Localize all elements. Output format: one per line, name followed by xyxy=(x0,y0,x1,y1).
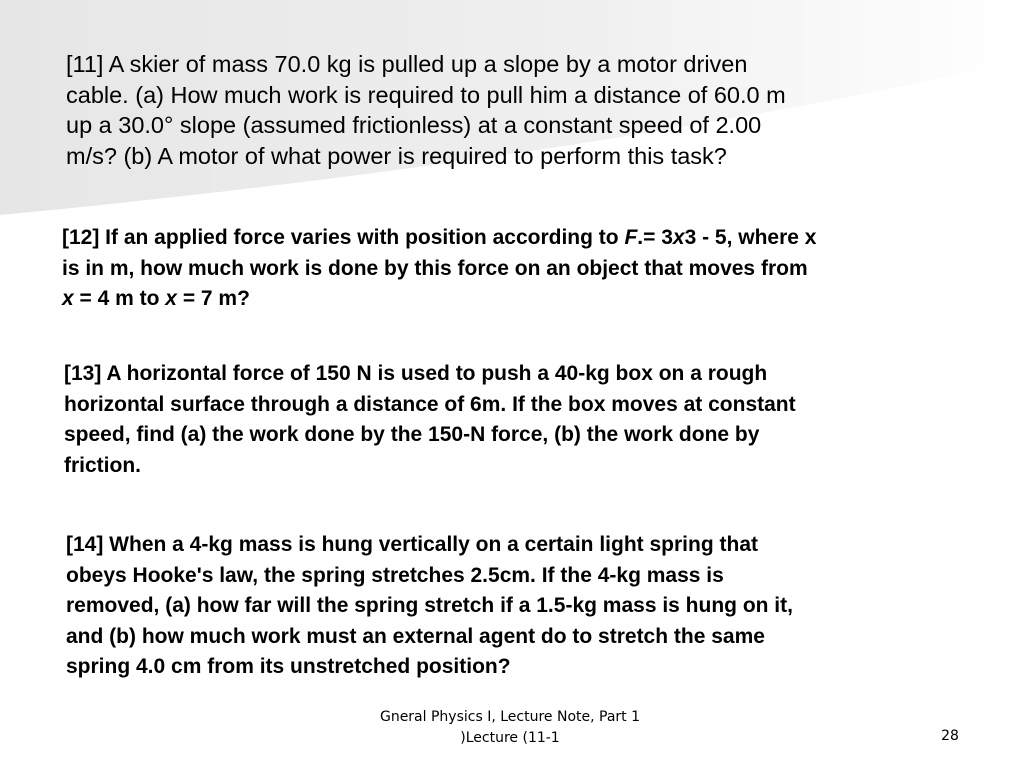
q12-force-symbol: F xyxy=(624,226,638,249)
question-12-line xyxy=(62,284,1002,315)
q12-text: .= 3 xyxy=(637,226,673,249)
question-11-line: m/s? (b) A motor of what power is required to perform this task? xyxy=(66,142,727,169)
q12-text: = 4 m to xyxy=(73,287,166,310)
question-13-line: friction. xyxy=(64,453,141,477)
question-14-line: obeys Hooke's law, the spring stretches 2.5cm. If the 4-kg mass is xyxy=(66,563,724,587)
question-12-line: is in m, how much work is done by this force on an object that moves from xyxy=(62,256,808,280)
footer-lecture-label: )Lecture (11-1 xyxy=(460,730,560,746)
q12-x-symbol: x xyxy=(62,287,74,310)
question-12 xyxy=(62,223,1002,315)
question-13-line: horizontal surface through a distance of 6m. If the box moves at constant xyxy=(64,392,796,416)
q12-text: 3 - 5, where x xyxy=(684,226,817,249)
q12-text: = 7 m? xyxy=(176,287,250,310)
slide-footer xyxy=(330,707,690,749)
question-11-line: up a 30.0° slope (assumed frictionless) at a constant speed of 2.00 xyxy=(66,112,762,138)
question-13-line: [13] A horizontal force of 150 N is used to push a 40-kg box on a rough xyxy=(64,362,768,385)
question-11 xyxy=(66,49,966,171)
question-14-line: [14] When a 4-kg mass is hung vertically on a certain light spring that xyxy=(66,533,758,556)
question-14-line: spring 4.0 cm from its unstretched position? xyxy=(66,655,511,678)
question-12-line xyxy=(62,223,1002,254)
q12-x-symbol: x xyxy=(672,226,685,249)
q12-text: [12] If an applied force varies with position according to xyxy=(62,226,625,249)
question-14-line: removed, (a) how far will the spring stretch if a 1.5-kg mass is hung on it, xyxy=(66,594,793,617)
footer-course-title: Gneral Physics I, Lecture Note, Part 1 xyxy=(379,709,641,725)
page-number: 28 xyxy=(941,728,959,744)
question-14 xyxy=(66,530,986,683)
question-13-line: speed, find (a) the work done by the 150-N force, (b) the work done by xyxy=(64,423,760,446)
q12-x-symbol: x xyxy=(165,287,177,310)
question-11-line: [11] A skier of mass 70.0 kg is pulled up a slope by a motor driven xyxy=(66,51,748,77)
question-14-line: and (b) how much work must an external agent do to stretch the same xyxy=(66,624,765,648)
question-13 xyxy=(64,359,994,481)
question-11-line: cable. (a) How much work is required to pull him a distance of 60.0 m xyxy=(66,81,786,108)
